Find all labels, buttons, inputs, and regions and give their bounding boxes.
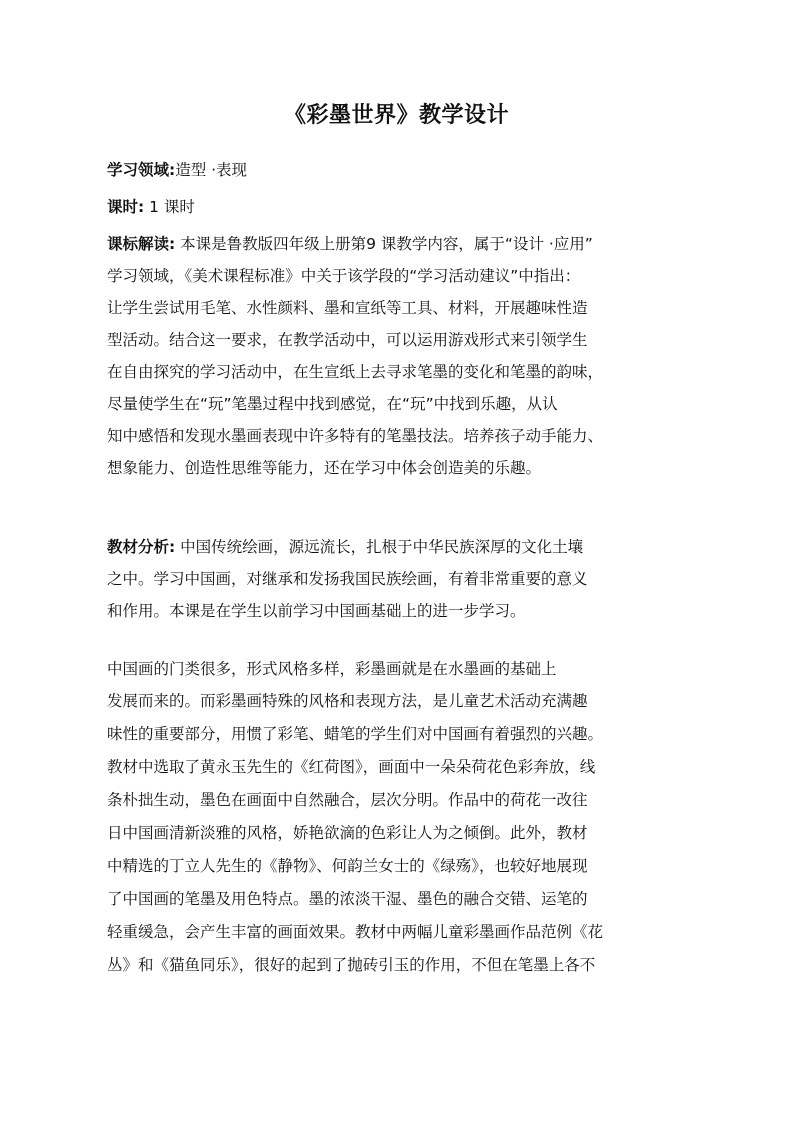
paragraph-line-1: 中国画的门类很多，形式风格多样，彩墨画就是在水墨画的基础上 [107, 660, 557, 678]
standard-line-2: 学习领域，《美术课程标准》中关于该学段的“学习活动建议”中指出： [107, 267, 581, 285]
material-label: 教材分析: [107, 538, 176, 556]
standard-line-4: 型活动。结合这一要求，在教学活动中，可以运用游戏形式来引领学生 [107, 331, 588, 349]
document-title: 《彩墨世界》教学设计 [283, 103, 509, 128]
material-line-2: 之中。学习中国画，对继承和发扬我国民族绘画，有着非常重要的意义 [107, 570, 588, 588]
standard-line-6: 尽量使学生在“玩”笔墨过程中找到感觉，在“玩”中找到乐趣，从认 [107, 395, 558, 413]
paragraph-line-9: 轻重缓急，会产生丰富的画面效果。教材中两幅儿童彩墨画作品范例《花 [107, 923, 604, 941]
material-line-3: 和作用。本课是在学生以前学习中国画基础上的进一步学习。 [107, 602, 526, 620]
standard-line-5: 在自由探究的学习活动中，在生宣纸上去寻求笔墨的变化和笔墨的韵味， [107, 363, 604, 381]
paragraph-line-2: 发展而来的。而彩墨画特殊的风格和表现方法，是儿童艺术活动充满趣 [107, 692, 588, 710]
domain-label: 学习领域: [107, 161, 176, 179]
standard-label: 课标解读: [107, 235, 176, 253]
hours-line [107, 197, 195, 217]
paragraph-line-7: 中精选的丁立人先生的《静物》、何韵兰女士的《绿殇》，也较好地展现 [107, 857, 588, 875]
material-text-1: 中国传统绘画，源远流长，扎根于中华民族深厚的文化土壤 [175, 538, 584, 556]
paragraph-line-5: 条朴拙生动，墨色在画面中自然融合，层次分明。作品中的荷花一改往 [107, 791, 588, 809]
hours-value: 1 课时 [144, 198, 195, 216]
material-line-1 [107, 537, 583, 557]
hours-label: 课时: [107, 198, 145, 216]
domain-value: 造型 ·表现 [175, 161, 248, 179]
standard-line-8: 想象能力、创造性思维等能力，还在学习中体会创造美的乐趣。 [107, 459, 542, 477]
paragraph-line-10: 丛》和《猫鱼同乐》，很好的起到了抛砖引玉的作用，不但在笔墨上各不 [107, 956, 596, 974]
paragraph-line-3: 味性的重要部分，用惯了彩笔、蜡笔的学生们对中国画有着强烈的兴趣。 [107, 725, 604, 743]
domain-line [107, 160, 247, 180]
standard-text-1: 本课是鲁教版四年级上册第9 课教学内容，属于“设计 ·应用” [175, 235, 593, 253]
paragraph-line-6: 日中国画清新淡雅的风格，娇艳欲滴的色彩让人为之倾倒。此外，教材 [107, 824, 588, 842]
paragraph-line-8: 了中国画的笔墨及用色特点。墨的浓淡干湿、墨色的融合交错、运笔的 [107, 890, 588, 908]
standard-line-1 [107, 234, 593, 254]
standard-line-7: 知中感悟和发现水墨画表现中许多特有的笔墨技法。培养孩子动手能力、 [107, 427, 604, 445]
paragraph-line-4: 教材中选取了黄永玉先生的《红荷图》，画面中一朵朵荷花色彩奔放，线 [107, 758, 596, 776]
standard-line-3: 让学生尝试用毛笔、水性颜料、墨和宣纸等工具、材料，开展趣味性造 [107, 299, 588, 317]
